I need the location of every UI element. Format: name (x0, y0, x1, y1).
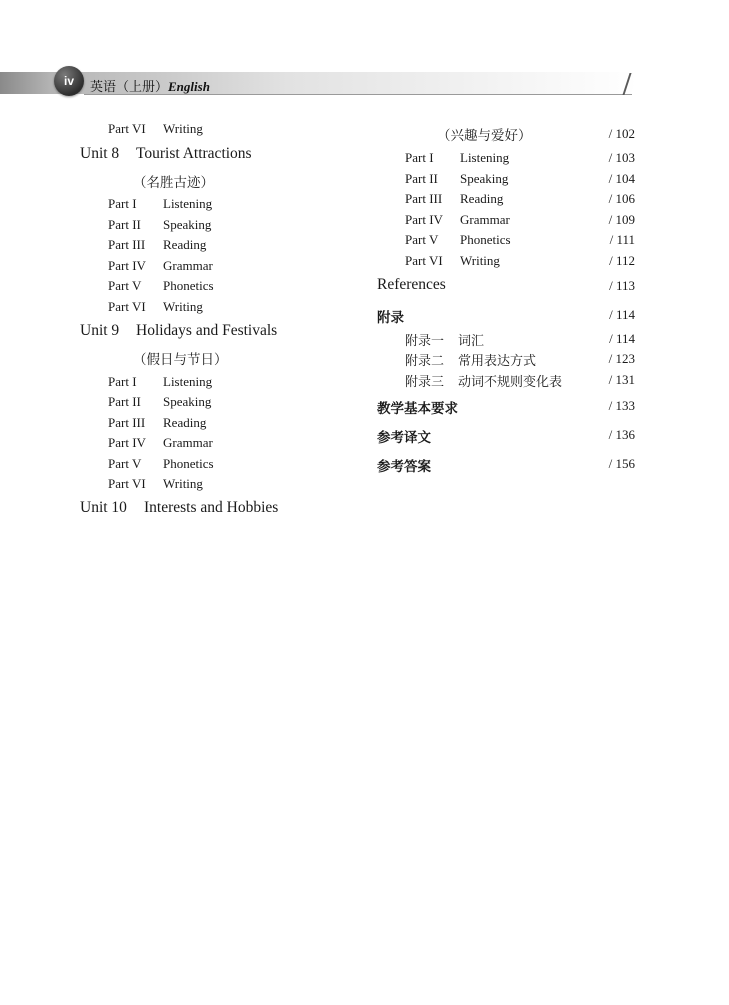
part-number: Part III (108, 237, 146, 252)
page-ref: / 111 (609, 232, 635, 247)
part-topic: Reading (163, 237, 207, 252)
page-ref: / 104 (608, 171, 635, 186)
toc-appendix-item[interactable] (405, 330, 485, 349)
page-ref: / 123 (608, 351, 635, 366)
appendix-topic: 常用表达方式 (458, 354, 537, 369)
part-number: Part VI (108, 121, 146, 136)
part-number: Part V (405, 232, 439, 247)
page-ref: / 114 (609, 307, 635, 322)
toc-section-entry[interactable]: 教学基本要求 (377, 401, 458, 417)
part-number: Part II (108, 394, 141, 409)
part-topic: Writing (163, 476, 203, 491)
page-ref: / 136 (608, 427, 635, 442)
part-number: Part VI (108, 476, 146, 491)
part-number: Part V (108, 278, 142, 293)
unit-number: Unit 9 (80, 322, 120, 339)
part-number: Part III (108, 415, 146, 430)
part-number: Part VI (108, 299, 146, 314)
part-topic: Listening (460, 150, 510, 165)
unit-subtitle: （兴趣与爱好） (437, 128, 532, 144)
part-number: Part II (405, 171, 438, 186)
part-topic: Writing (163, 121, 203, 136)
appendix-number: 附录一 (405, 334, 445, 349)
page-ref: / 103 (608, 150, 635, 165)
toc-appendix-heading[interactable]: 附录 (377, 310, 404, 326)
part-number: Part IV (108, 435, 146, 450)
unit-subtitle: （名胜古迹） (133, 175, 214, 191)
page-ref: / 106 (608, 191, 635, 206)
unit-subtitle: （假日与节日） (133, 352, 228, 368)
part-topic: Phonetics (163, 278, 214, 293)
part-topic: Reading (163, 415, 207, 430)
appendix-topic: 动词不规则变化表 (458, 375, 563, 390)
part-number: Part I (108, 196, 137, 211)
unit-title: Holidays and Festivals (136, 322, 278, 339)
part-topic: Listening (163, 196, 213, 211)
part-topic: Writing (460, 253, 500, 268)
page-header (0, 0, 729, 110)
running-title-en: English (168, 79, 210, 94)
part-topic: Speaking (163, 394, 212, 409)
part-topic: Phonetics (163, 456, 214, 471)
unit-number: Unit 10 (80, 499, 127, 516)
page-ref: / 112 (609, 253, 635, 268)
page-ref: / 133 (608, 398, 635, 413)
page-ref: / 131 (608, 372, 635, 387)
part-topic: Grammar (163, 258, 213, 273)
part-topic: Grammar (163, 435, 213, 450)
unit-title: Interests and Hobbies (144, 499, 279, 516)
toc-references[interactable]: References (377, 276, 446, 293)
part-number: Part I (108, 374, 137, 389)
part-number: Part II (108, 217, 141, 232)
part-topic: Listening (163, 374, 213, 389)
page-ref: / 102 (608, 126, 635, 141)
toc-appendix-item[interactable] (405, 350, 537, 369)
part-topic: Grammar (460, 212, 510, 227)
appendix-topic: 词汇 (458, 334, 485, 349)
part-number: Part III (405, 191, 443, 206)
running-title (90, 76, 210, 95)
part-number: Part V (108, 456, 142, 471)
part-topic: Phonetics (460, 232, 511, 247)
part-topic: Speaking (163, 217, 212, 232)
running-title-cn: 英语（上册） (90, 80, 169, 95)
toc-section-entry[interactable]: 参考答案 (377, 459, 431, 475)
part-number: Part IV (108, 258, 146, 273)
part-topic: Speaking (460, 171, 509, 186)
part-topic: Writing (163, 299, 203, 314)
page-ref: / 113 (609, 278, 635, 293)
part-number: Part VI (405, 253, 443, 268)
appendix-number: 附录三 (405, 375, 445, 390)
toc-appendix-item[interactable] (405, 371, 563, 390)
page-ref: / 114 (609, 331, 635, 346)
unit-title: Tourist Attractions (136, 145, 252, 162)
toc-section-entry[interactable]: 参考译文 (377, 430, 431, 446)
part-number: Part IV (405, 212, 443, 227)
page-ref: / 109 (608, 212, 635, 227)
part-topic: Reading (460, 191, 504, 206)
page-number-badge: iv (54, 66, 84, 96)
page-ref: / 156 (608, 456, 635, 471)
part-number: Part I (405, 150, 434, 165)
appendix-number: 附录二 (405, 354, 445, 369)
unit-number: Unit 8 (80, 145, 120, 162)
